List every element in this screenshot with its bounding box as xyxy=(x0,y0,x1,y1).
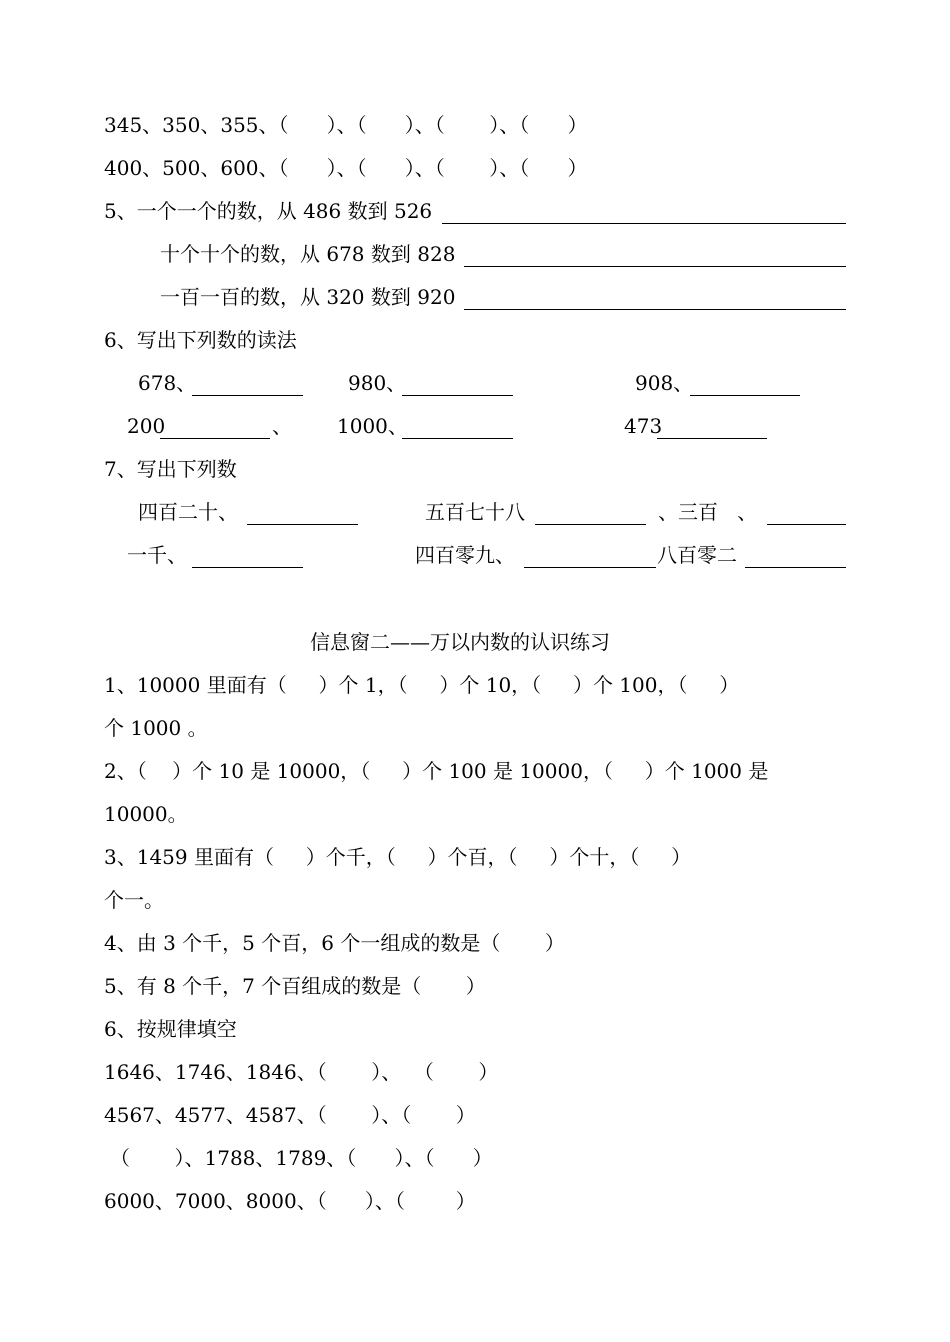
sequence-row: 400、500、600、（ ）、（ ）、（ ）、（ ） xyxy=(104,156,588,180)
question-6-title: 6、按规律填空 xyxy=(104,1017,237,1041)
sequence-row: 345、350、355、（ ）、（ ）、（ ）、（ ） xyxy=(104,113,588,137)
answer-line[interactable] xyxy=(402,395,513,396)
chinese-number-label: 四百二十、 xyxy=(138,500,238,524)
question-7-title: 7、写出下列数 xyxy=(104,457,237,481)
answer-line[interactable] xyxy=(464,266,846,267)
number-label: 1000、 xyxy=(337,414,408,438)
section-title: 信息窗二——万以内数的认识练习 xyxy=(310,630,610,654)
pattern-row: 6000、7000、8000、（ ）、（ ） xyxy=(104,1189,476,1213)
answer-line[interactable] xyxy=(402,438,513,439)
answer-line[interactable] xyxy=(160,438,270,439)
chinese-number-label: 四百零九、 xyxy=(415,543,515,567)
number-label: 200 xyxy=(127,414,166,438)
chinese-number-label: 一千、 xyxy=(127,543,187,567)
separator-text: 、 xyxy=(272,414,292,438)
question-2-line-1: 2、（ ）个 10 是 10000，（ ）个 100 是 10000，（ ）个 1000 是 xyxy=(104,759,769,783)
question-5: 5、有 8 个千，7 个百组成的数是（ ） xyxy=(104,974,486,998)
number-label: 980、 xyxy=(348,371,407,395)
answer-line[interactable] xyxy=(192,567,303,568)
answer-line[interactable] xyxy=(767,524,846,525)
pattern-row: （ ）、1788、1789、（ ）、（ ） xyxy=(110,1146,493,1170)
pattern-row: 1646、1746、1846、（ ）、 （ ） xyxy=(104,1060,499,1084)
question-1-line-1: 1、10000 里面有（ ）个 1，（ ）个 10，（ ）个 100，（ ） xyxy=(104,673,740,697)
question-2-line-2: 10000。 xyxy=(104,802,188,826)
answer-line[interactable] xyxy=(524,567,656,568)
pattern-row: 4567、4577、4587、（ ）、（ ） xyxy=(104,1103,476,1127)
answer-line[interactable] xyxy=(657,438,767,439)
answer-line[interactable] xyxy=(192,395,303,396)
question-3-line-1: 3、1459 里面有（ ）个千，（ ）个百，（ ）个十，（ ） xyxy=(104,845,692,869)
answer-line[interactable] xyxy=(745,567,846,568)
chinese-number-label: 、三百 、 xyxy=(658,500,758,524)
question-6-title: 6、写出下列数的读法 xyxy=(104,328,297,352)
question-4: 4、由 3 个千，5 个百，6 个一组成的数是（ ） xyxy=(104,931,565,955)
answer-line[interactable] xyxy=(247,524,358,525)
question-3-line-2: 个一。 xyxy=(104,888,164,912)
question-5-line-3: 一百一百的数，从 320 数到 920 xyxy=(160,285,456,309)
answer-line[interactable] xyxy=(535,524,646,525)
chinese-number-label: 八百零二 xyxy=(657,543,737,567)
answer-line[interactable] xyxy=(442,223,846,224)
number-label: 908、 xyxy=(635,371,694,395)
chinese-number-label: 五百七十八 xyxy=(425,500,525,524)
number-label: 678、 xyxy=(138,371,197,395)
number-label: 473 xyxy=(624,414,663,438)
question-5-line-2: 十个十个的数，从 678 数到 828 xyxy=(160,242,456,266)
answer-line[interactable] xyxy=(690,395,800,396)
answer-line[interactable] xyxy=(464,309,846,310)
question-5-line-1: 5、一个一个的数，从 486 数到 526 xyxy=(104,199,433,223)
question-1-line-2: 个 1000 。 xyxy=(104,716,208,740)
